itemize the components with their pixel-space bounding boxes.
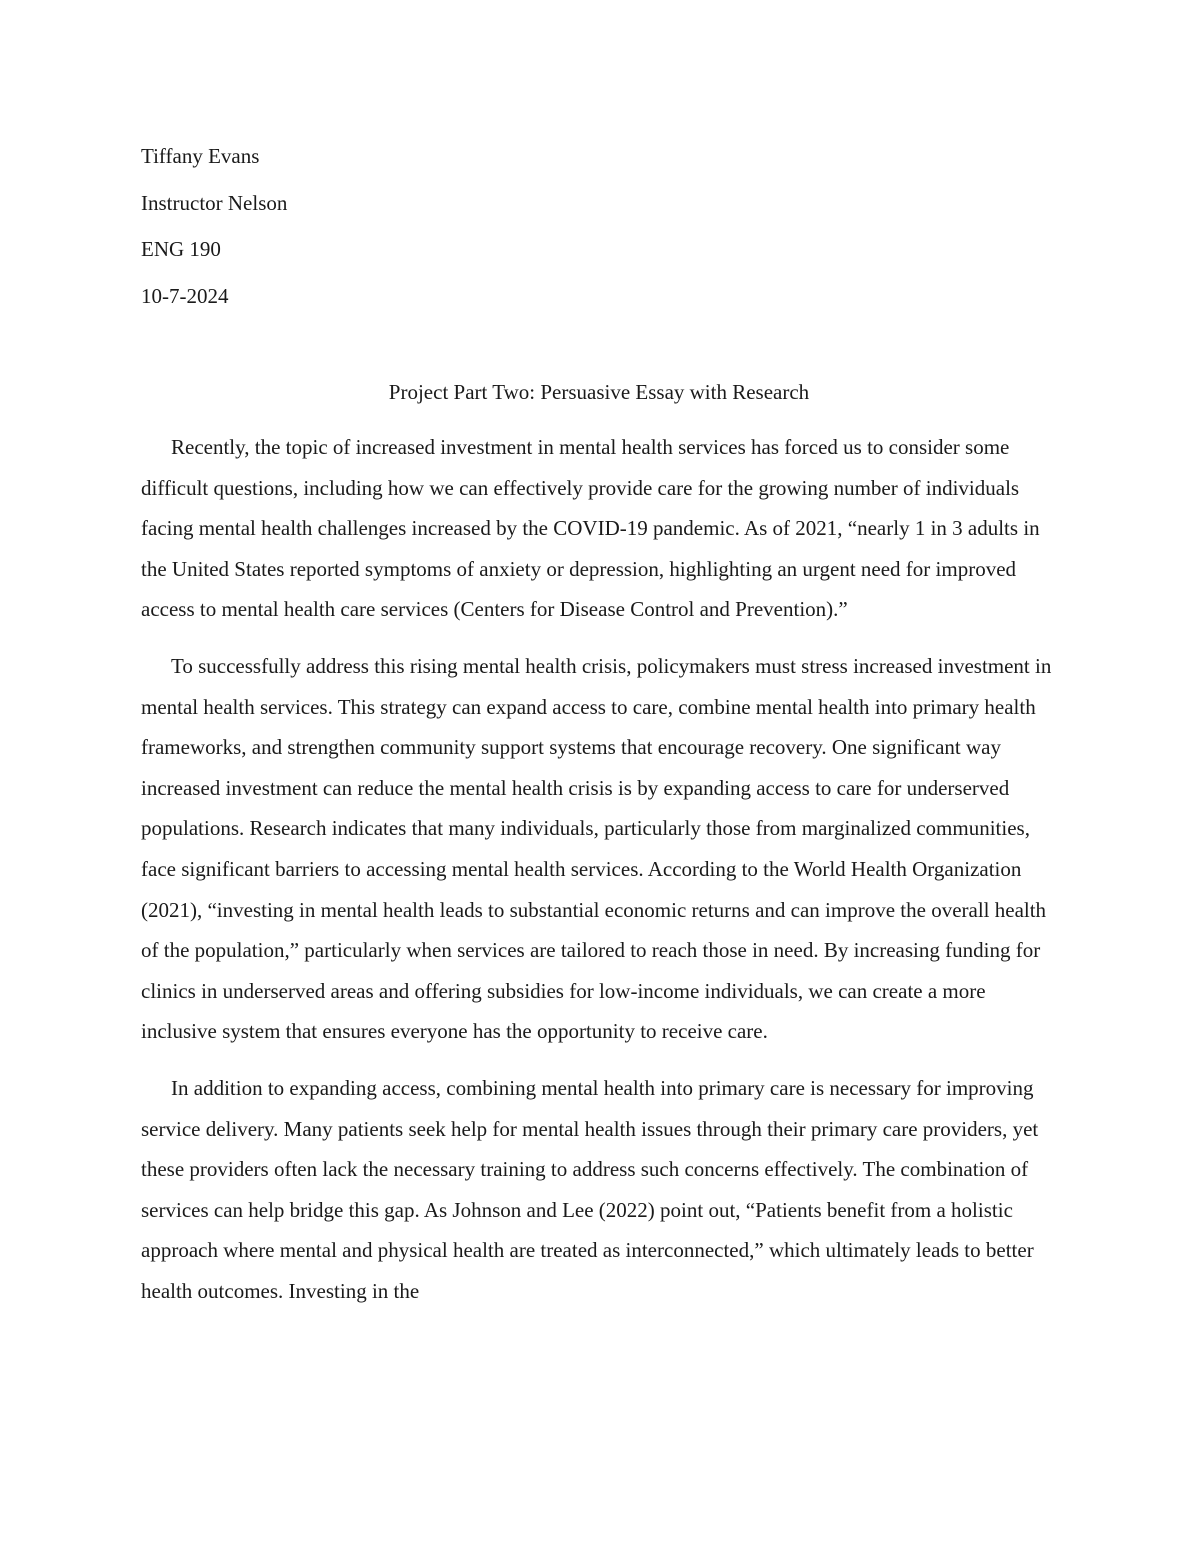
paragraph-1: Recently, the topic of increased investment in mental health services has forced us to consider some difficult questions, including how we can effectively provide care for the growing number of individuals facing mental health challenges increased by the COVID-19 pandemic. As of 2021, “nearly 1 in 3 adults in the United States reported symptoms of anxiety or depression, highlighting an urgent need for improved access to mental health care services (Centers for Disease Control and Prevention).” (141, 435, 1040, 622)
paragraph-2: To successfully address this rising mental health crisis, policymakers must stress increased investment in mental health services. This strategy can expand access to care, combine mental health into primary health frameworks, and strengthen community support systems that encourage recovery. One significant way increased investment can reduce the mental health crisis is by expanding access to care for underserved populations. Research indicates that many individuals, particularly those from marginalized communities, face significant barriers to accessing mental health services. According to the World Health Organization (2021), “investing in mental health leads to substantial economic returns and can improve the overall health of the population,” particularly when services are tailored to reach those in need. By increasing funding for clinics in underserved areas and offering subsidies for low-income individuals, we can create a more inclusive system that ensures everyone has the opportunity to receive care. (141, 653, 1052, 1044)
essay-date: 10-7-2024 (141, 283, 229, 308)
course-name: ENG 190 (141, 237, 221, 262)
student-name: Tiffany Evans (141, 144, 260, 168)
paragraph-3: In addition to expanding access, combining mental health into primary care is necessary for improving service delivery. Many patients seek help for mental health issues through their primary care providers, yet these providers often lack the necessary training to address such concerns effectively. The combination of services can help bridge this gap. As Johnson and Lee (2022) point out, “Patients benefit from a holistic approach where mental and physical health are treated as interconnected,” which ultimately leads to better health outcomes. Investing in the (141, 1075, 1039, 1303)
essay-body (141, 427, 1059, 1327)
instructor-name: Instructor Nelson (141, 190, 288, 215)
mla-heading (141, 136, 1061, 322)
essay-title: Project Part Two: Persuasive Essay with Research (388, 380, 810, 404)
